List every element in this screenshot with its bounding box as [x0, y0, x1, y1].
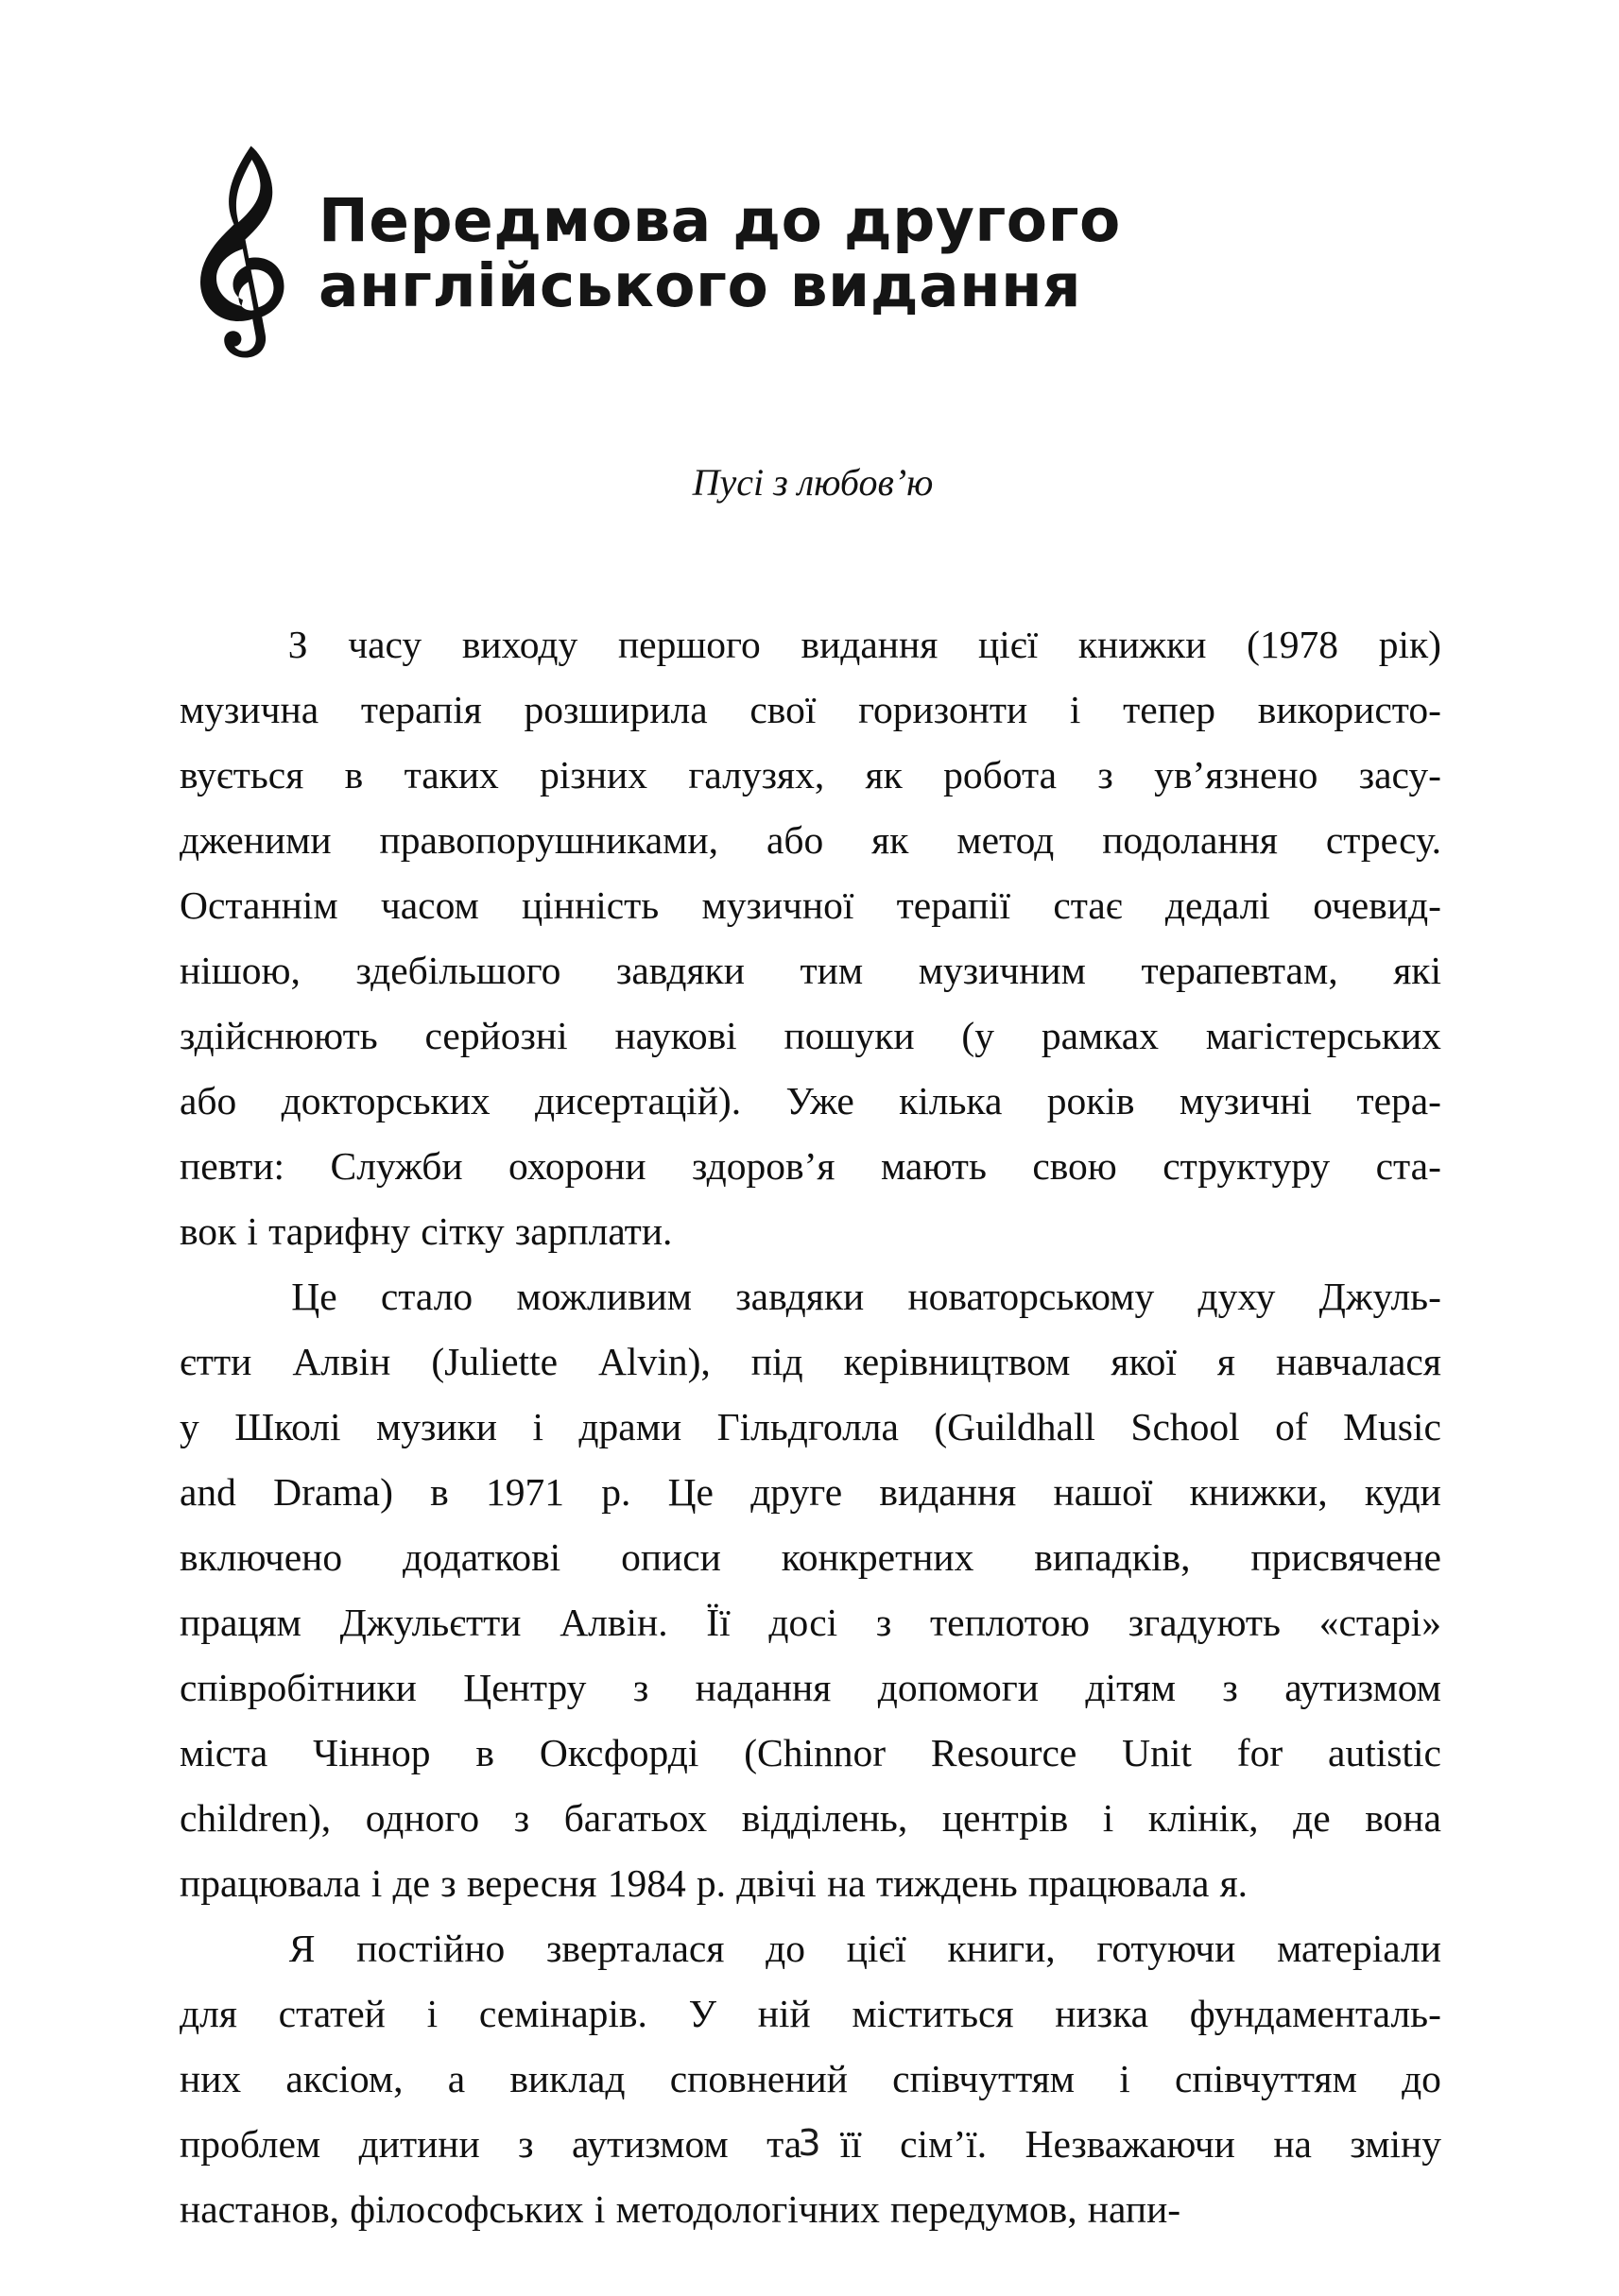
word: Центру [463, 1666, 587, 1709]
word: Оксфорді [539, 1731, 699, 1774]
word: нішою, [180, 949, 301, 992]
word: Alvin), [598, 1340, 711, 1383]
word: можливим [516, 1275, 693, 1318]
page-number: 3 [798, 2122, 821, 2164]
word: (Chinnor [744, 1731, 887, 1774]
word: до [1402, 2057, 1441, 2100]
word: зверталася [546, 1927, 725, 1970]
word: структуру [1163, 1144, 1331, 1188]
text-line [180, 1916, 1441, 1981]
word: завдяки [735, 1275, 865, 1318]
word: засу- [1358, 753, 1441, 797]
word: Школі [234, 1405, 341, 1448]
word: кілька [899, 1079, 1003, 1122]
chapter-heading-text [319, 186, 1441, 320]
word: очевид- [1313, 883, 1441, 927]
word: музична [180, 688, 319, 731]
word: Останнім [180, 883, 338, 927]
word: рамках [1041, 1014, 1159, 1057]
word: міститься [852, 1992, 1014, 2035]
word: єтти [180, 1340, 252, 1383]
word: і [532, 1405, 543, 1448]
word: Це [291, 1275, 337, 1318]
word: і [1119, 2057, 1130, 2100]
word: вона [1365, 1796, 1441, 1840]
text-line [180, 1590, 1441, 1655]
word: і [426, 1992, 439, 2035]
word: докторських [281, 1079, 491, 1122]
word: Я [288, 1927, 316, 1970]
word: різних [540, 753, 647, 797]
word: наукові [614, 1014, 737, 1057]
word: і [1102, 1796, 1114, 1840]
word: центрів [941, 1796, 1069, 1840]
chapter-heading [184, 186, 1441, 361]
text-line [180, 677, 1441, 743]
word: згадують [1128, 1601, 1281, 1644]
word: Це [667, 1470, 714, 1514]
word: першого [617, 623, 761, 666]
word: виходу [461, 623, 578, 666]
word: свої [749, 688, 817, 731]
text-line: вок і тарифну сітку зарплати. [180, 1209, 673, 1253]
word: зміну [1350, 2122, 1441, 2166]
word: друге [750, 1470, 843, 1514]
word: 1971 [485, 1470, 564, 1514]
word: аутизмом [572, 2122, 729, 2166]
word: в [430, 1470, 449, 1514]
word: завдяки [615, 949, 745, 992]
word: музичним [918, 949, 1086, 992]
word: дітям [1085, 1666, 1177, 1709]
word: відділень, [741, 1796, 908, 1840]
word: сповнений [669, 2057, 848, 2100]
word: autistic [1328, 1731, 1441, 1774]
word: а [447, 2057, 466, 2100]
word: готуючи [1096, 1927, 1236, 1970]
word: описи [621, 1535, 721, 1579]
word: for [1236, 1731, 1283, 1774]
word: як [865, 753, 903, 797]
text-line [180, 1264, 1441, 1329]
word: клінік, [1147, 1796, 1259, 1840]
word: них [180, 2057, 242, 2100]
word: або [180, 1079, 237, 1122]
word: тим [800, 949, 864, 992]
word: як [871, 818, 909, 862]
word: видання [801, 623, 939, 666]
word: керівництвом [843, 1340, 1071, 1383]
word: драми [578, 1405, 682, 1448]
word: працям [180, 1601, 301, 1644]
word: книжки, [1189, 1470, 1328, 1514]
word: Resource [930, 1731, 1077, 1774]
word: робота [943, 753, 1058, 797]
word: аксіом, [285, 2057, 404, 2100]
word: здебільшого [355, 949, 561, 992]
word: стресу. [1325, 818, 1441, 862]
text-line [180, 1786, 1441, 1851]
word: тепер [1123, 688, 1216, 731]
word: серйозні [424, 1014, 568, 1057]
word: дженими [180, 818, 332, 862]
paragraph [180, 1264, 1441, 1916]
word: магістерських [1205, 1014, 1441, 1057]
word: проблем [180, 2122, 321, 2166]
word: її [839, 2122, 862, 2166]
word: і [1069, 688, 1081, 731]
text-line [180, 612, 1441, 677]
chapter-heading-line-2: англійського видання [319, 250, 1082, 320]
word: правопорушниками, [379, 818, 719, 862]
text-line [180, 873, 1441, 938]
word: певти: [180, 1144, 285, 1188]
word: цієї [846, 1927, 906, 1970]
word: рік) [1378, 623, 1441, 666]
dedication-line: Пусі з любов’ю [692, 461, 934, 504]
word: та [766, 2122, 802, 2166]
word: фундаменталь- [1189, 1992, 1441, 2035]
word: цінність [522, 883, 660, 927]
word: Джульєтти [339, 1601, 522, 1644]
word: років [1046, 1079, 1135, 1122]
word: children), [180, 1796, 332, 1840]
word: У [688, 1992, 716, 2035]
word: Незважаючи [1025, 2122, 1235, 2166]
word: видання [879, 1470, 1017, 1514]
word: виклад [509, 2057, 626, 2100]
word: з [1097, 753, 1113, 797]
text-line [180, 1134, 1441, 1199]
text-line [180, 2047, 1441, 2112]
word: цієї [978, 623, 1039, 666]
word: теплотою [930, 1601, 1091, 1644]
word: багатьох [563, 1796, 708, 1840]
text-line [180, 1721, 1441, 1786]
word: з [632, 1666, 649, 1709]
word: аутизмом [1284, 1666, 1441, 1709]
text-line [180, 1069, 1441, 1134]
word: міста [180, 1731, 268, 1774]
word: під [750, 1340, 803, 1383]
word: метод [956, 818, 1055, 862]
word: (Guildhall [934, 1405, 1095, 1448]
word: ста- [1375, 1144, 1441, 1188]
word: книги, [947, 1927, 1056, 1970]
word: Її [706, 1601, 731, 1644]
word: в [475, 1731, 494, 1774]
word: куди [1364, 1470, 1441, 1514]
text-line [180, 1395, 1441, 1460]
word: музичні [1179, 1079, 1313, 1122]
word: з [1222, 1666, 1238, 1709]
word: досі [768, 1601, 838, 1644]
text-line [180, 1003, 1441, 1069]
word: Джуль- [1318, 1275, 1441, 1318]
treble-clef-icon [194, 144, 298, 361]
text-line: працювала і де з вересня 1984 р. двічі на тиждень працювала я. [180, 1861, 1249, 1905]
word: конкретних [781, 1535, 974, 1579]
word: статей [278, 1992, 386, 2035]
word: терапія [360, 688, 482, 731]
word: часу [348, 623, 422, 666]
word: вується [180, 753, 304, 797]
word: Служби [330, 1144, 463, 1188]
word: ув’язнено [1154, 753, 1318, 797]
word: у [180, 1405, 199, 1448]
word: Drama) [273, 1470, 393, 1514]
word: and [180, 1470, 236, 1514]
word: подолання [1102, 818, 1278, 862]
word: навчалася [1275, 1340, 1441, 1383]
word: ній [757, 1992, 811, 2035]
word: здійснюють [180, 1014, 378, 1057]
word: свою [1032, 1144, 1117, 1188]
word: духу [1197, 1275, 1276, 1318]
word: допомоги [877, 1666, 1040, 1709]
word: Unit [1122, 1731, 1192, 1774]
word: Гільдголла [716, 1405, 899, 1448]
word: Чіннор [313, 1731, 431, 1774]
word: пошуки [784, 1014, 915, 1057]
word: Алвін. [560, 1601, 668, 1644]
word: р. [601, 1470, 631, 1514]
word: охорони [508, 1144, 646, 1188]
word: які [1393, 949, 1441, 992]
word: З [287, 623, 308, 666]
word: надання [695, 1666, 832, 1709]
text-line: настанов, філософських і методологічних передумов, напи- [180, 2187, 1181, 2231]
word: з [875, 1601, 892, 1644]
word: таких [404, 753, 499, 797]
word: (Juliette [431, 1340, 559, 1383]
word: Music [1343, 1405, 1441, 1448]
word: на [1273, 2122, 1312, 2166]
word: музичної [701, 883, 854, 927]
word: сім’ї. [900, 2122, 988, 2166]
word: тера- [1356, 1079, 1441, 1122]
word: розширила [524, 688, 708, 731]
word: співчуттям [1174, 2057, 1357, 2100]
word: музики [376, 1405, 497, 1448]
word: горизонти [858, 688, 1028, 731]
text-line [180, 938, 1441, 1003]
word: присвячене [1250, 1535, 1441, 1579]
word: часом [380, 883, 479, 927]
word: використо- [1257, 688, 1441, 731]
word: одного [365, 1796, 480, 1840]
word: стає [1053, 883, 1123, 927]
word: випадків, [1034, 1535, 1191, 1579]
word: семінарів. [478, 1992, 647, 2035]
word: мають [880, 1144, 987, 1188]
word: терапевтам, [1141, 949, 1338, 992]
chapter-heading-line-1: Передмова до другого [319, 186, 1121, 255]
word: я [1216, 1340, 1235, 1383]
word: дитини [358, 2122, 480, 2166]
paragraph [180, 1916, 1441, 2242]
word: здоров’я [692, 1144, 835, 1188]
word: для [180, 1992, 237, 2035]
word: включено [180, 1535, 343, 1579]
word: з [518, 2122, 534, 2166]
word: дисертацій). [535, 1079, 742, 1122]
word: постійно [356, 1927, 506, 1970]
word: новаторському [907, 1275, 1155, 1318]
word: (1978 [1247, 623, 1338, 666]
word: де [1293, 1796, 1331, 1840]
word: (у [961, 1014, 994, 1057]
text-line [180, 1329, 1441, 1395]
word: стало [380, 1275, 474, 1318]
word: «старі» [1318, 1601, 1441, 1644]
word: терапії [896, 883, 1011, 927]
word: Уже [785, 1079, 854, 1122]
text-line [180, 1981, 1441, 2047]
text-line [180, 808, 1441, 873]
word: співчуттям [892, 2057, 1076, 2100]
text-line [180, 1525, 1441, 1590]
word: співробітники [180, 1666, 417, 1709]
word: або [766, 818, 824, 862]
word: School [1130, 1405, 1240, 1448]
word: Алвін [292, 1340, 391, 1383]
word: з [513, 1796, 530, 1840]
body-text [180, 612, 1441, 2242]
word: дедалі [1164, 883, 1270, 927]
word: низка [1055, 1992, 1149, 2035]
text-line [180, 743, 1441, 808]
word: of [1275, 1405, 1308, 1448]
word: якої [1111, 1340, 1177, 1383]
word: додаткові [403, 1535, 561, 1579]
text-line [180, 1460, 1441, 1525]
word: в [344, 753, 364, 797]
word: нашої [1053, 1470, 1153, 1514]
word: галузях, [688, 753, 825, 797]
word: до [766, 1927, 805, 1970]
text-line [180, 1655, 1441, 1721]
word: книжки [1077, 623, 1207, 666]
word: матеріали [1277, 1927, 1441, 1970]
paragraph [180, 612, 1441, 1264]
